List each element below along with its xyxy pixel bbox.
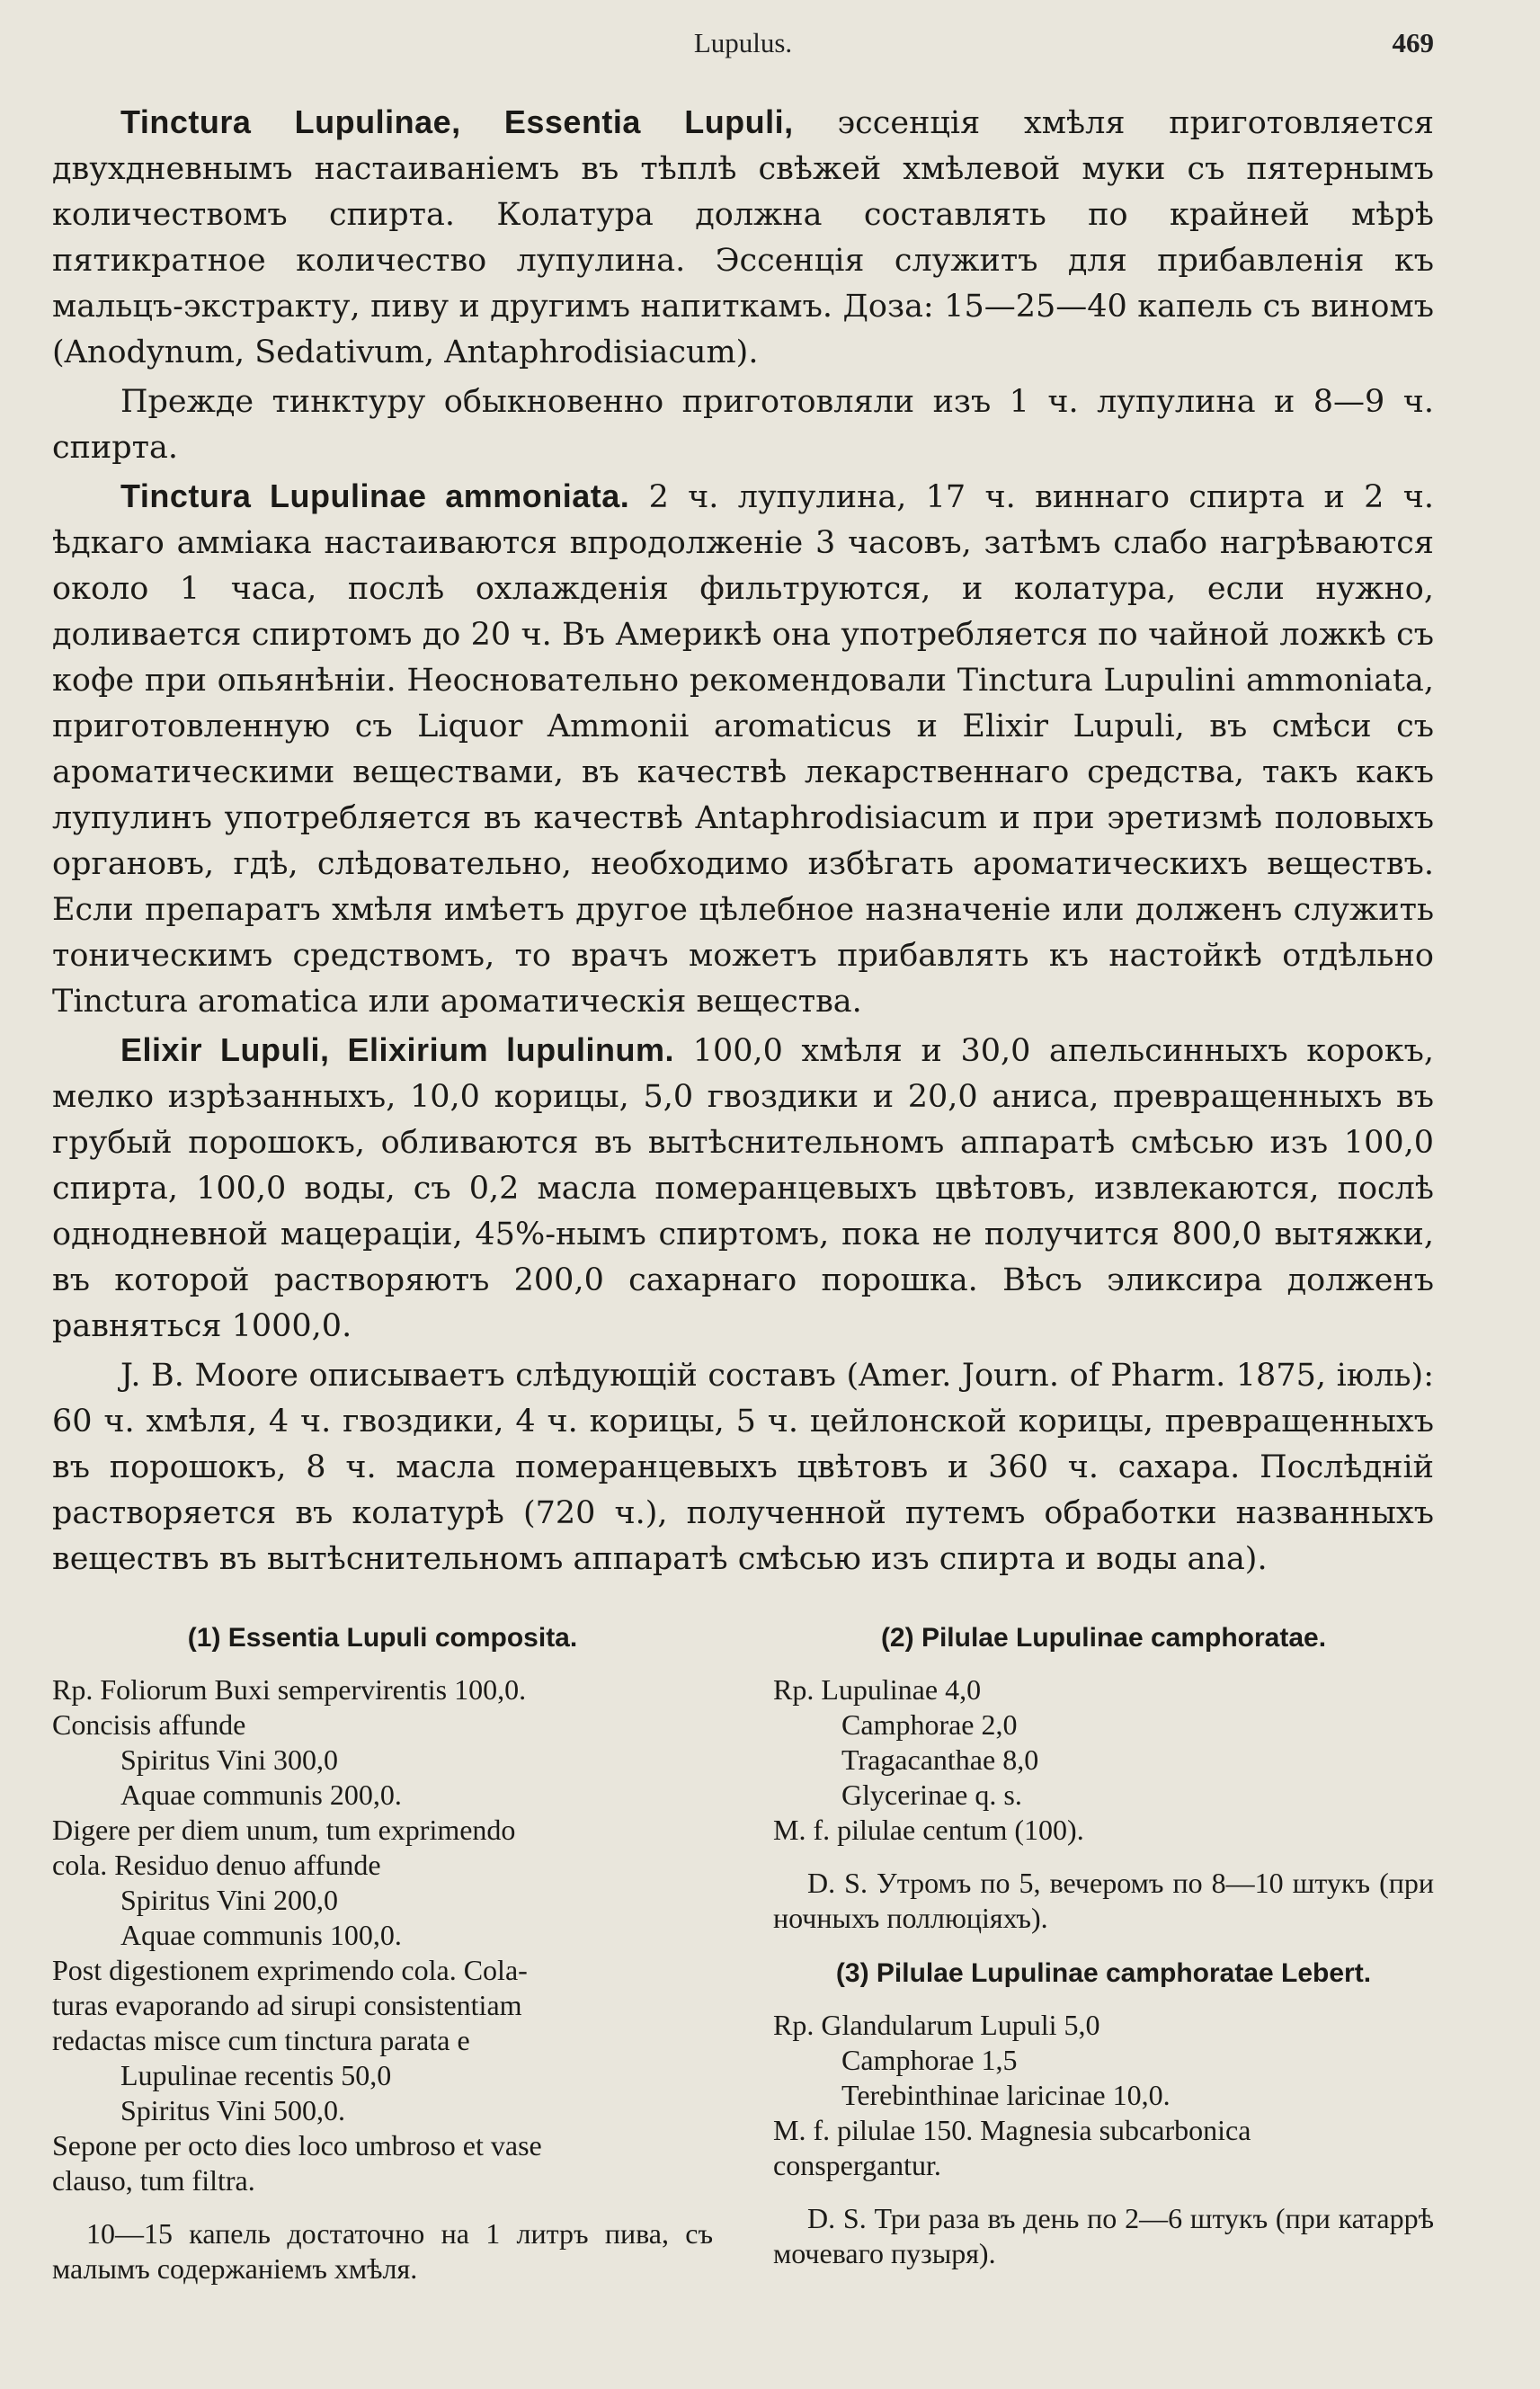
recipe-line: cola. Residuo denuo affunde: [52, 1849, 381, 1881]
paragraph-body: J. B. Moore описываетъ слѣдующій составъ (Amer. Journ. of Pharm. 1875, іюль): 60 ч. хмѣля, 4 ч. гвоздики, 4 ч. корицы, 5 ч. цейлонской корицы, превращенныхъ въ порошокъ, 8 ч. масла померанцевыхъ цвѣтовъ и 360 ч. сахара. Послѣдній растворяется въ колатурѣ (720 ч.), полученной путемъ обработки названныхъ веществъ въ вытѣснительномъ аппаратѣ смѣсью изъ спирта и воды ana).: [52, 1358, 1434, 1577]
recipe-line: Spiritus Vini 200,0: [120, 1884, 338, 1916]
entry-heading: Tinctura Lupulinae ammoniata.: [120, 477, 630, 514]
recipe-line: Aquae communis 200,0.: [120, 1778, 402, 1811]
main-text: [52, 99, 1434, 1582]
recipe-column-right: [773, 1620, 1434, 2306]
entry-heading: Tinctura Lupulinae, Essentia Lupuli,: [120, 103, 794, 140]
paragraph-body: 100,0 хмѣля и 30,0 апельсинныхъ корокъ, мелко изрѣзанныхъ, 10,0 корицы, 5,0 гвоздики и 20,0 аниса, превращенныхъ въ грубый порошокъ, обливаются въ вытѣснительномъ аппаратѣ смѣсью изъ 100,0 спирта, 100,0 воды, съ 0,2 масла померанцевыхъ цвѣтовъ, извлекаются, послѣ однодневной мацераціи, 45%-нымъ спиртомъ, пока не получится 800,0 вытяжки, въ которой растворяютъ 200,0 сахарнаго порошка. Вѣсъ эликсира долженъ равняться 1000,0.: [52, 1033, 1434, 1344]
recipe-line: M. f. pilulae 150. Magnesia subcarbonica: [773, 2114, 1251, 2146]
recipe-title: (2) Pilulae Lupulinae camphoratae.: [880, 1623, 1327, 1653]
paragraph: [52, 1351, 1434, 1582]
paragraph: [52, 99, 1434, 376]
paragraph: [52, 1027, 1434, 1350]
paragraph: [52, 378, 1434, 471]
recipe-block: [773, 1956, 1434, 2271]
recipe-line: conspergantur.: [773, 2149, 941, 2181]
recipe-line: turas evaporando ad sirupi consistentiam: [52, 1989, 522, 2021]
recipe-block: [52, 1620, 713, 2286]
recipe-line: Camphorae 2,0: [841, 1708, 1018, 1741]
recipe-line: Spiritus Vini 300,0: [120, 1743, 338, 1776]
recipe-note: D. S. Три раза въ день по 2—6 штукъ (при катаррѣ мочеваго пузыря).: [773, 2202, 1434, 2269]
recipe-line: Post digestionem exprimendo cola. Cola-: [52, 1954, 528, 1986]
recipe-line: Tragacanthae 8,0: [841, 1743, 1039, 1776]
paragraph-body: эссенція хмѣля приготовляется двухдневнымъ настаиваніемъ въ тѣплѣ свѣжей хмѣлевой муки съ пятернымъ количествомъ спирта. Колатура должна составлять по крайней мѣрѣ пятикратное количество лупулина. Эссенція служитъ для прибавленія къ мальцъ-экстракту, пиву и другимъ напиткамъ. Доза: 15—25—40 капель съ виномъ (Anodynum, Sedativum, Antaphrodisiacum).: [52, 105, 1434, 370]
recipe-title: (3) Pilulae Lupulinae camphoratae Lebert.: [835, 1958, 1372, 1988]
recipe-line: Concisis affunde: [52, 1708, 246, 1741]
recipe-line: Rp. Foliorum Buxi sempervirentis 100,0.: [52, 1673, 527, 1706]
paragraph-body: Прежде тинктуру обыкновенно приготовляли изъ 1 ч. лупулина и 8—9 ч. спирта.: [52, 384, 1434, 466]
recipe-note: 10—15 капель достаточно на 1 литръ пива, съ малымъ содержаніемъ хмѣля.: [52, 2217, 713, 2285]
recipe-line: Aquae communis 100,0.: [120, 1919, 402, 1951]
recipe-column-left: [52, 1620, 713, 2306]
recipe-line: M. f. pilulae centum (100).: [773, 1814, 1084, 1846]
recipe-line: Glycerinae q. s.: [841, 1778, 1022, 1811]
recipe-line: clauso, tum filtra.: [52, 2164, 255, 2197]
paragraph: [52, 473, 1434, 1025]
recipe-block: [773, 1620, 1434, 1936]
recipe-line: redactas misce cum tinctura parata e: [52, 2024, 470, 2056]
running-title: Lupulus.: [693, 27, 793, 58]
recipe-line: Camphorae 1,5: [841, 2044, 1018, 2076]
recipe-line: Terebinthinae laricinae 10,0.: [841, 2079, 1171, 2111]
paragraph-body: 2 ч. лупулина, 17 ч. виннаго спирта и 2 ч. ѣдкаго амміака настаиваются впродолженіе 3 часовъ, затѣмъ слабо нагрѣваются около 1 часа, послѣ охлажденія фильтруются, и колатура, если нужно, доливается спиртомъ до 20 ч. Въ Америкѣ она употребляется по чайной ложкѣ съ кофе при опьянѣніи. Неосновательно рекомендовали Tinctura Lupulini ammoniata, приготовленную съ Liquor Ammonii aromaticus и Elixir Lupuli, въ смѣси съ ароматическими веществами, въ качествѣ лекарственнаго средства, такъ какъ лупулинъ употребляется въ качествѣ Antaphrodisiacum и при эретизмѣ половыхъ органовъ, гдѣ, слѣдовательно, необходимо избѣгать ароматическихъ веществъ. Если препаратъ хмѣля имѣетъ другое цѣлебное назначеніе или долженъ служить тоническимъ средствомъ, то врачъ можетъ прибавлять къ настойкѣ отдѣльно Tinctura aromatica или ароматическія вещества.: [52, 479, 1434, 1020]
recipe-line: Sepone per octo dies loco umbroso et vase: [52, 2129, 542, 2162]
recipe-columns: [52, 1620, 1434, 2306]
running-head: [52, 27, 1434, 72]
page-number: 469: [1392, 27, 1434, 58]
recipe-note: D. S. Утромъ по 5, вечеромъ по 8—10 штукъ (при ночныхъ поллюціяхъ).: [773, 1867, 1434, 1934]
recipe-line: Lupulinae recentis 50,0: [120, 2059, 392, 2091]
entry-heading: Elixir Lupuli, Elixirium lupulinum.: [120, 1031, 675, 1068]
recipe-line: Rp. Lupulinae 4,0: [773, 1673, 982, 1706]
recipe-line: Rp. Glandularum Lupuli 5,0: [773, 2009, 1100, 2041]
recipe-line: Digere per diem unum, tum exprimendo: [52, 1814, 516, 1846]
recipe-line: Spiritus Vini 500,0.: [120, 2094, 345, 2126]
recipe-title: (1) Essentia Lupuli composita.: [187, 1623, 578, 1653]
